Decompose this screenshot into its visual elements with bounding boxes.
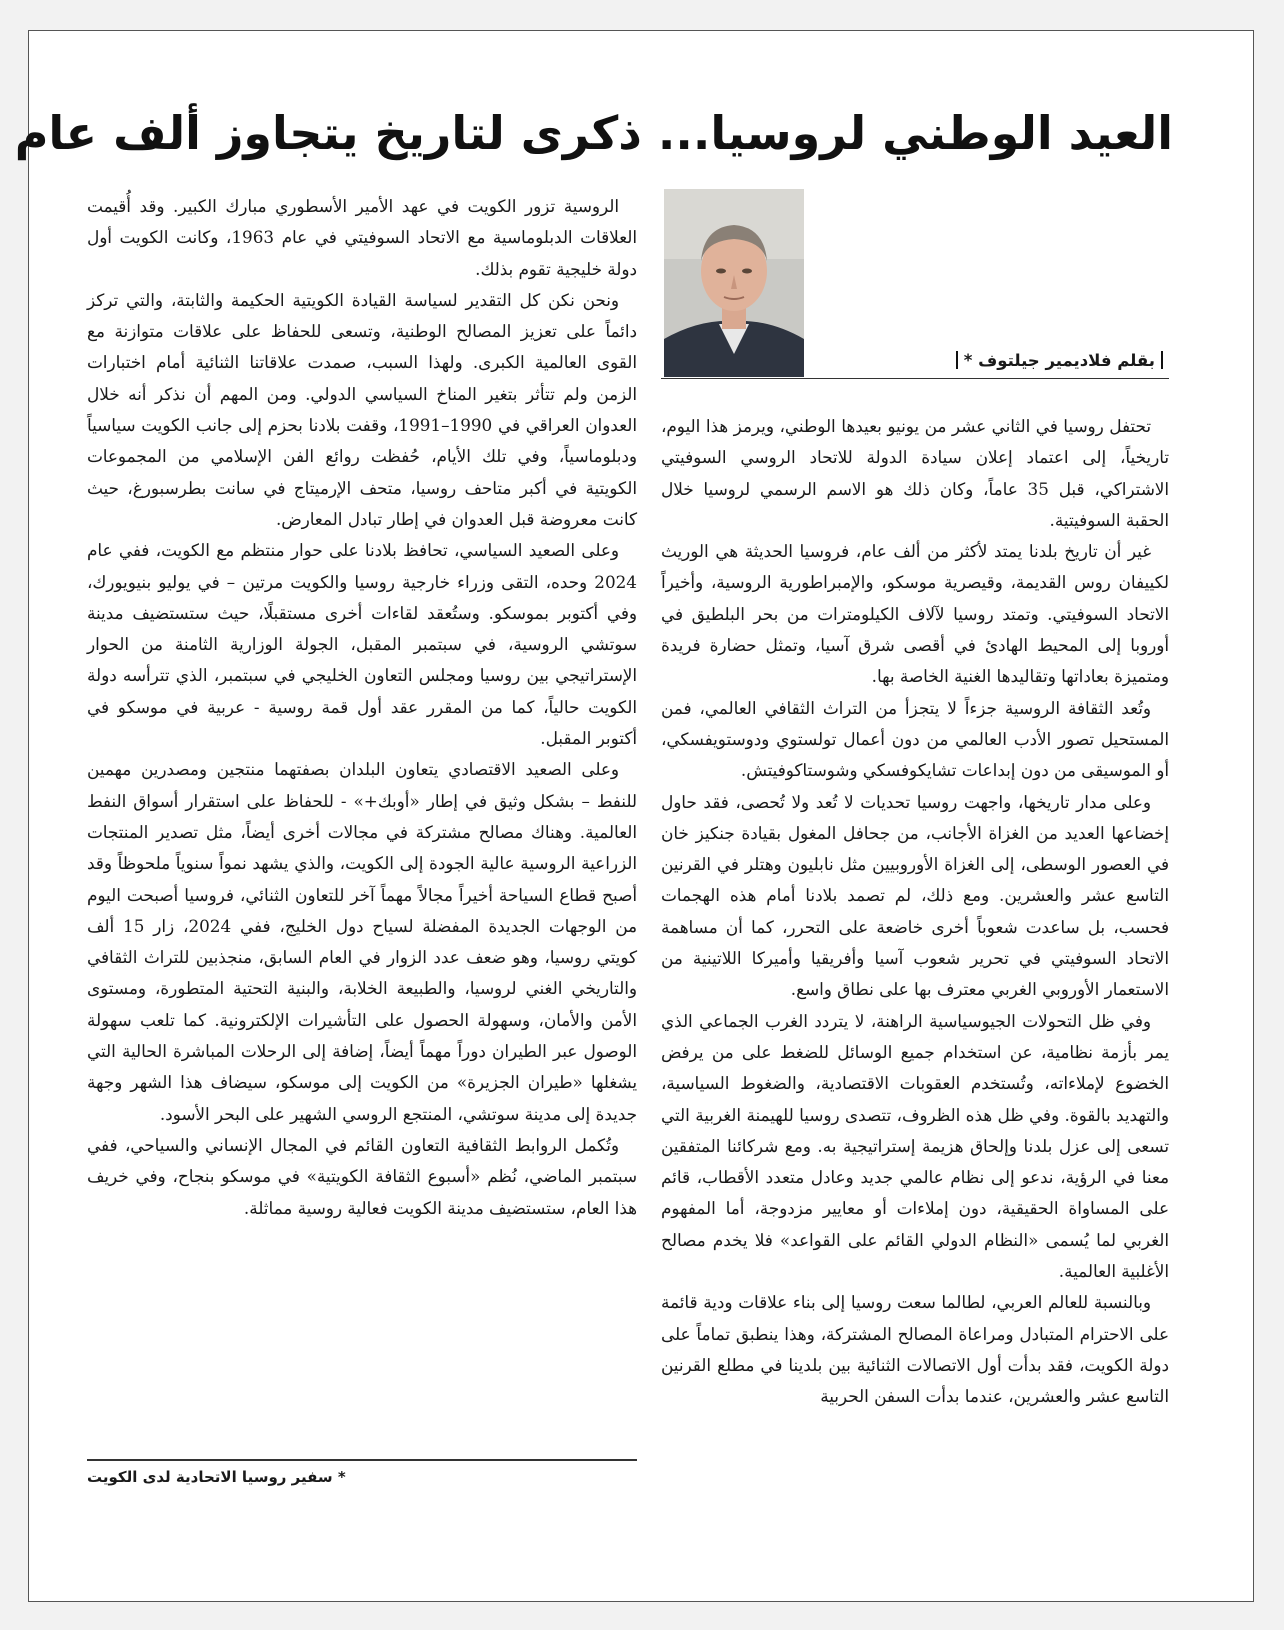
newspaper-page	[14, 30, 1254, 1602]
paragraph: وعلى الصعيد الاقتصادي يتعاون البلدان بصفتهما منتجين ومصدرين مهمين للنفط – بشكل وثيق في إطار «أوبك+» - للحفاظ على استقرار أسواق النفط العالمية. وهناك مصالح مشتركة في مجالات أخرى أيضاً، مثل تصدير المنتجات الزراعية الروسية عالية الجودة إلى الكويت، والذي يشهد نمواً سنوياً ملحوظاً وقد أصبح قطاع السياحة أخيراً مجالاً مهماً آخر للتعاون الثنائي، فروسيا أصبحت اليوم من الوجهات الجديدة المفضلة لسياح دول الخليج، ففي 2024، زار 15 ألف كويتي روسيا، وهو ضعف عدد الزوار في العام السابق، منجذبين للتراث الثقافي والتاريخي الغني لروسيا، والطبيعة الخلابة، والبنية التحتية المتطورة، ومستوى الأمن والأمان، وسهولة الحصول على التأشيرات الإلكترونية. كما تلعب سهولة الوصول عبر الطيران دوراً مهماً أيضاً، إضافة إلى الرحلات المباشرة الحالية التي يشغلها «طيران الجزيرة» من الكويت إلى موسكو، سيضاف هذا الشهر وجهة جديدة إلى مدينة سوتشي، المنتجع الروسي الشهير على البحر الأسود.	[87, 759, 637, 1124]
footnote: * سفير روسيا الاتحادية لدى الكويت	[87, 1468, 346, 1486]
byline-bar-right	[1161, 351, 1163, 369]
paragraph: وعلى الصعيد السياسي، تحافظ بلادنا على حوار منتظم مع الكويت، ففي عام 2024 وحده، التقى وزراء خارجية روسيا والكويت مرتين – في يوليو بنيويورك، وفي أكتوبر بموسكو. وستُعقد لقاءات أخرى مستقبلًا، حيث ستستضيف مدينة سوتشي الروسية، في سبتمبر المقبل، الجولة الوزارية الثامنة من الحوار الإستراتيجي بين روسيا ومجلس التعاون الخليجي في سبتمبر، الذي تترأسه دولة الكويت حالياً، كما من المقرر عقد أول قمة روسية - عربية في موسكو في أكتوبر المقبل.	[87, 540, 637, 749]
paragraph: وعلى مدار تاريخها، واجهت روسيا تحديات لا تُعد ولا تُحصى، فقد حاول إخضاعها العديد من الغزاة الأجانب، من جحافل المغول بقيادة جنكيز خان في العصور الوسطى، إلى الغزاة الأوروبيين مثل نابليون وهتلر في القرنين التاسع عشر والعشرين. ومع ذلك، لم تصمد بلادنا أمام هذه الهجمات فحسب، بل ساعدت شعوباً أخرى خاضعة على التحرر، كما أن مساهمة الاتحاد السوفيتي في تحرير شعوب آسيا وأفريقيا وأميركا اللاتينية من الاستعمار الأوروبي الغربي معترف بها على نطاق واسع.	[661, 791, 1169, 1000]
paragraph: ونحن نكن كل التقدير لسياسة القيادة الكويتية الحكيمة والثابتة، والتي تركز دائماً على تعزيز المصالح الوطنية، وتسعى للحفاظ على علاقات متوازنة مع القوى العالمية الكبرى. ولهذا السبب، صمدت علاقاتنا الثنائية أمام اختبارات الزمن ولم تتأثر بتغير المناخ السياسي الدولي. ومن المهم أن نذكر أنه خلال العدوان العراقي في 1990–1991، وقفت بلادنا بحزم إلى جانب الكويت سياسياً ودبلوماسياً، وفي تلك الأيام، حُفظت روائع الفن الإسلامي من المجموعات الكويتية في أكبر متاحف روسيا، متحف الإرميتاج في سانت بطرسبورغ، حيث كانت معروضة قبل العدوان في إطار تبادل المعارض.	[87, 289, 637, 529]
byline-rule	[661, 378, 1169, 379]
article-column-right	[661, 411, 1169, 1413]
paragraph: وتُكمل الروابط الثقافية التعاون القائم في المجال الإنساني والسياحي، ففي سبتمبر الماضي، نُظم «أسبوع الثقافة الكويتية» في موسكو بنجاح، وفي خريف هذا العام، ستستضيف مدينة الكويت فعالية روسية مماثلة.	[87, 1134, 637, 1218]
paragraph: وتُعد الثقافة الروسية جزءاً لا يتجزأ من التراث الثقافي العالمي، فمن المستحيل تصور الأدب العالمي من دون أعمال تولستوي ودوستويفسكي، أو الموسيقى من دون إبداعات تشايكوفسكي وشوستاكوفيتش.	[661, 697, 1169, 781]
paragraph: غير أن تاريخ بلدنا يمتد لأكثر من ألف عام، فروسيا الحديثة هي الوريث لكييفان روس القديمة، وقيصرية موسكو، والإمبراطورية الروسية، وأخيراً الاتحاد السوفيتي. وتمتد روسيا لآلاف الكيلومترات من بحر البلطيق في أوروبا إلى المحيط الهادئ في أقصى شرق آسيا، وتمثل حضارة فريدة ومتميزة بعاداتها وتقاليدها الغنية الخاصة بها.	[661, 541, 1169, 687]
headline: العيد الوطني لروسيا... ذكرى لتاريخ يتجاوز ألف عام	[14, 106, 1173, 160]
footnote-rule	[87, 1459, 637, 1461]
paragraph: وفي ظل التحولات الجيوسياسية الراهنة، لا يتردد الغرب الجماعي الذي يمر بأزمة نظامية، عن استخدام جميع الوسائل للضغط على من يرفض الخضوع لإملاءاته، وتُستخدم العقوبات الاقتصادية، والضغوط السياسية، والتهديد بالقوة. وفي ظل هذه الظروف، تتصدى روسيا للهيمنة الغربية التي تسعى إلى عزل بلدنا وإلحاق هزيمة إستراتيجية به. ومع شركائنا المتفقين معنا في الرؤية، ندعو إلى نظام عالمي جديد وعادل متعدد الأقطاب، قائم على المساواة الحقيقية، دون إملاءات أو معايير مزدوجة، أما المفهوم الغربي لما يُسمى «النظام الدولي القائم على القواعد» فلا يخدم مصالح الأغلبية العالمية.	[661, 1010, 1169, 1282]
byline-text: بقلم فلاديمير جيلتوف *	[963, 351, 1155, 370]
paragraph: تحتفل روسيا في الثاني عشر من يونيو بعيدها الوطني، ويرمز هذا اليوم، تاريخياً، إلى اعتماد إعلان سيادة الدولة للاتحاد الروسي السوفيتي الاشتراكي، قبل 35 عاماً، وكان ذلك هو الاسم الرسمي لروسيا خلال الحقبة السوفيتية.	[661, 416, 1169, 530]
paragraph: الروسية تزور الكويت في عهد الأمير الأسطوري مبارك الكبير. وقد أُقيمت العلاقات الدبلوماسية مع الاتحاد السوفيتي في عام 1963، وكانت الكويت أول دولة خليجية تقوم بذلك.	[87, 196, 637, 279]
byline	[661, 347, 1169, 375]
paragraph: وبالنسبة للعالم العربي، لطالما سعت روسيا إلى بناء علاقات ودية قائمة على الاحترام المتبادل ومراعاة المصالح المشتركة، وهذا ينطبق تماماً على دولة الكويت، فقد بدأت أول الاتصالات الثنائية بين بلدينا في مطلع القرنين التاسع عشر والعشرين، عندما بدأت السفن الحربية	[661, 1292, 1169, 1407]
byline-bar-left	[956, 351, 958, 369]
article-column-left	[87, 191, 637, 1224]
